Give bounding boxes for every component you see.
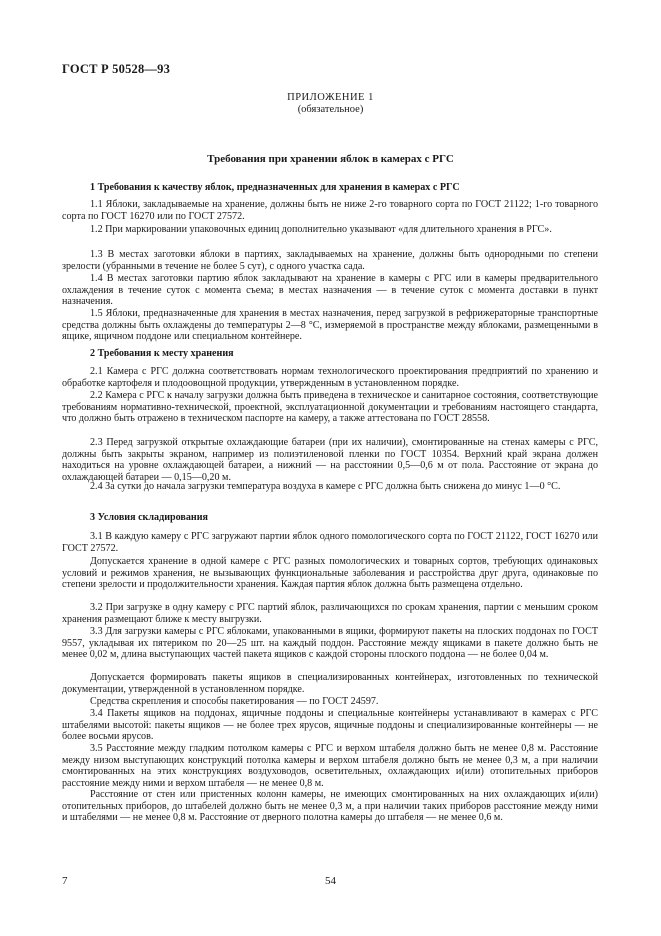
paragraph: Средства скрепления и способы пакетирования — по ГОСТ 24597. bbox=[90, 696, 379, 707]
paragraph: 2.3 Перед загрузкой открытые охлаждающие батареи (при их наличии), смонтированные на стенах камеры с РГС, должны быть закрыты экраном, например из полиэтиленовой пленки по ГОСТ 10354. Верхний край экрана должен находиться на уровне охлаждающей батареи, а нижний — на расстоянии 0,5—0,6 м от пола. Расстояние от экрана до охлаждающей батареи — 0,15—0,20 м. bbox=[62, 437, 598, 483]
footer-mark: 7 bbox=[62, 875, 68, 887]
paragraph: Допускается хранение в одной камере с РГС разных помологических и товарных сортов, требующих одинаковых условий и режимов хранения, не вызывающих функциональные заболевания и расстройства друг друга, одинаковые по степени зрелости и продолжительности хранения. Каждая партия яблок должна быть размещена отдельно. bbox=[62, 556, 598, 591]
document-id: ГОСТ Р 50528—93 bbox=[62, 62, 171, 76]
paragraph: 2.1 Камера с РГС должна соответствовать нормам технологического проектирования предприятий по хранению и обработке картофеля и плодоовощной продукции, утвержденным в установленном порядке. bbox=[62, 366, 598, 389]
paragraph: 3.3 Для загрузки камеры с РГС яблоками, упакованными в ящики, формируют пакеты на плоских поддонах по ГОСТ 9557, укладывая их пятериком по 20—25 шт. на каждый поддон. Расстояние между ящиками в пакете должно быть не менее 0,02 м, длина выступающих частей пакета ящиков с каждой стороны плоского поддона — не более 0,04 м. bbox=[62, 626, 598, 661]
paragraph: 1.5 Яблоки, предназначенные для хранения в местах назначения, перед загрузкой в рефрижераторные транспортные средства должны быть охлаждены до температуры 2—8 °С, измеряемой в пространстве между яблоками, размещенными в ящике, ящичном поддоне или специальном контейнере. bbox=[62, 308, 598, 343]
appendix-subtitle: (обязательное) bbox=[297, 104, 364, 115]
page-number: 54 bbox=[325, 875, 336, 887]
paragraph: 1.2 При маркировании упаковочных единиц дополнительно указывают «для длительного хранения в РГС». bbox=[90, 224, 552, 235]
paragraph: Расстояние от стен или пристенных колонн камеры, не имеющих смонтированных на них охлаждающих и(или) отопительных приборов, до штабелей должно быть не менее 0,3 м, а при наличии таких приборов расстояние между ними и штабелями — не менее 0,8 м. Расстояние от дверного полотна камеры до штабеля — не менее 0,6 м. bbox=[62, 789, 598, 824]
section-heading: 2 Требования к месту хранения bbox=[90, 348, 234, 359]
paragraph: 1.1 Яблоки, закладываемые на хранение, должны быть не ниже 2-го товарного сорта по ГОСТ 21122; 1-го товарного сорта по ГОСТ 16270 или по ГОСТ 27572. bbox=[62, 199, 598, 222]
paragraph: 3.1 В каждую камеру с РГС загружают партии яблок одного помологического сорта по ГОСТ 21122, ГОСТ 16270 или ГОСТ 27572. bbox=[62, 531, 598, 554]
paragraph: 3.4 Пакеты ящиков на поддонах, ящичные поддоны и специальные контейнеры устанавливают в камерах с РГС штабелями высотой: пакеты ящиков — не более трех ярусов, ящичные поддоны и специализированные контейнеры — не более восьми ярусов. bbox=[62, 708, 598, 743]
paragraph: 3.2 При загрузке в одну камеру с РГС партий яблок, различающихся по срокам хранения, партии с меньшим сроком хранения размещают ближе к месту выгрузки. bbox=[62, 602, 598, 625]
section-heading: 3 Условия складирования bbox=[90, 512, 209, 523]
paragraph: 2.2 Камера с РГС к началу загрузки должна быть приведена в техническое и санитарное состояния, соответствующие требованиям нормативно-технической, проектной, эксплуатационной документации и требованиям настоящего стандарта, что должно быть отражено в техническом паспорте на камеру, а также аттестована по ГОСТ 28558. bbox=[62, 390, 598, 425]
paragraph: 1.3 В местах заготовки яблоки в партиях, закладываемых на хранение, должны быть однородными по степени зрелости (убранными в течение не более 5 сут), с одного участка сада. bbox=[62, 249, 598, 272]
paragraph: 2.4 За сутки до начала загрузки температура воздуха в камере с РГС должна быть снижена до минус 1—0 °С. bbox=[90, 481, 561, 492]
main-title: Требования при хранении яблок в камерах с РГС bbox=[207, 153, 454, 165]
paragraph: 3.5 Расстояние между гладким потолком камеры с РГС и верхом штабеля должно быть не менее 0,8 м. Расстояние между низом выступающих конструкций потолка камеры и верхом штабеля должно быть не менее 0,3 м, а при наличии смонтированных на этих конструкциях воздуховодов, осветительных, охлаждающих и(или) отопительных приборов расстояние между ними и верхом штабеля — не менее 0,8 м. bbox=[62, 743, 598, 789]
section-heading: 1 Требования к качеству яблок, предназначенных для хранения в камерах с РГС bbox=[90, 182, 460, 193]
appendix-title: ПРИЛОЖЕНИЕ 1 bbox=[287, 92, 374, 103]
paragraph: Допускается формировать пакеты ящиков в специализированных контейнерах, изготовленных по технической документации, утвержденной в установленном порядке. bbox=[62, 672, 598, 695]
paragraph: 1.4 В местах заготовки партию яблок закладывают на хранение в камеры с РГС или в камеры предварительного охлаждения в течение суток с момента съема; в местах назначения — в течение суток с момента доставки в пункт назначения. bbox=[62, 273, 598, 308]
